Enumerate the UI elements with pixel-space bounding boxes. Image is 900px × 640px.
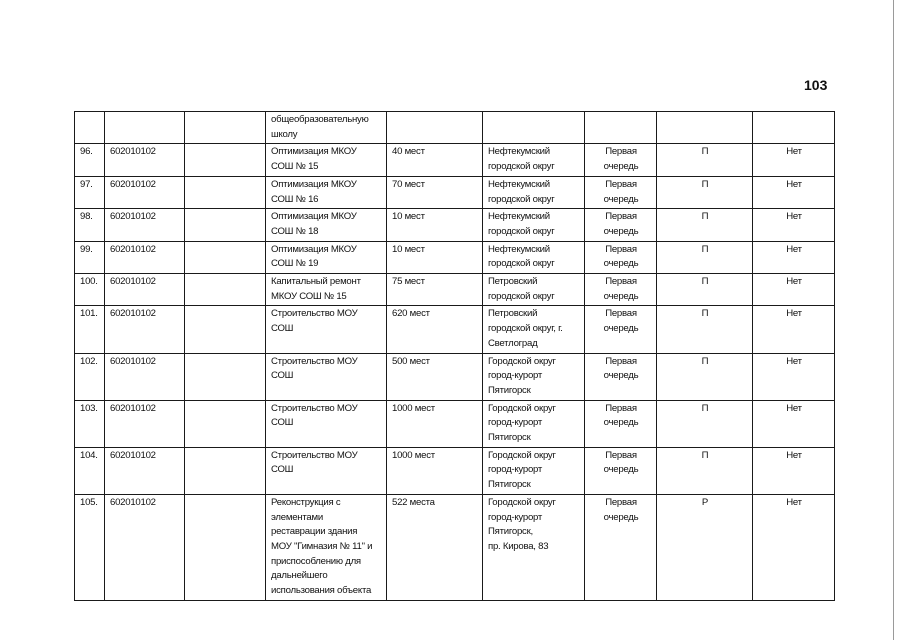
cell-type: П — [657, 400, 753, 447]
cell-queue: Первая очередь — [585, 209, 657, 241]
cell-empty — [185, 176, 266, 208]
cell-capacity — [387, 112, 483, 144]
cell-capacity: 10 мест — [387, 241, 483, 273]
cell-flag — [753, 112, 835, 144]
cell-number: 99. — [75, 241, 105, 273]
cell-empty — [185, 274, 266, 306]
cell-empty — [185, 306, 266, 353]
cell-queue: Первая очередь — [585, 400, 657, 447]
cell-object-name: общеобразовательную школу — [266, 112, 387, 144]
cell-location: Петровский городской округ — [483, 274, 585, 306]
cell-number: 96. — [75, 144, 105, 176]
cell-number: 104. — [75, 447, 105, 494]
cell-type: П — [657, 353, 753, 400]
cell-object-name: Строительство МОУ СОШ — [266, 447, 387, 494]
cell-location — [483, 112, 585, 144]
cell-number: 105. — [75, 494, 105, 600]
cell-capacity: 75 мест — [387, 274, 483, 306]
objects-table — [74, 111, 835, 601]
cell-flag: Нет — [753, 176, 835, 208]
cell-location: Городской округ город-курорт Пятигорск — [483, 353, 585, 400]
cell-queue — [585, 112, 657, 144]
cell-number: 97. — [75, 176, 105, 208]
cell-type: Р — [657, 494, 753, 600]
table-row — [75, 353, 835, 400]
cell-object-name: Строительство МОУ СОШ — [266, 400, 387, 447]
cell-queue: Первая очередь — [585, 353, 657, 400]
cell-capacity: 620 мест — [387, 306, 483, 353]
cell-code: 602010102 — [105, 447, 185, 494]
cell-queue: Первая очередь — [585, 494, 657, 600]
cell-empty — [185, 241, 266, 273]
cell-empty — [185, 494, 266, 600]
cell-type: П — [657, 447, 753, 494]
table-row — [75, 274, 835, 306]
cell-number: 98. — [75, 209, 105, 241]
cell-type — [657, 112, 753, 144]
page-edge-rule — [893, 0, 894, 640]
cell-type: П — [657, 241, 753, 273]
cell-type: П — [657, 176, 753, 208]
cell-number: 102. — [75, 353, 105, 400]
cell-flag: Нет — [753, 274, 835, 306]
cell-empty — [185, 400, 266, 447]
cell-capacity: 40 мест — [387, 144, 483, 176]
cell-code: 602010102 — [105, 209, 185, 241]
cell-location: Нефтекумский городской округ — [483, 209, 585, 241]
cell-object-name: Реконструкция с элементами реставрации здания МОУ "Гимназия № 11" и приспособлению для дальнейшего использования объекта — [266, 494, 387, 600]
cell-location: Нефтекумский городской округ — [483, 144, 585, 176]
cell-object-name: Строительство МОУ СОШ — [266, 306, 387, 353]
table-row — [75, 144, 835, 176]
table-row — [75, 176, 835, 208]
cell-object-name: Капитальный ремонт МКОУ СОШ № 15 — [266, 274, 387, 306]
cell-object-name: Оптимизация МКОУ СОШ № 19 — [266, 241, 387, 273]
cell-capacity: 1000 мест — [387, 447, 483, 494]
cell-code: 602010102 — [105, 353, 185, 400]
cell-location: Городской округ город-курорт Пятигорск — [483, 400, 585, 447]
cell-empty — [185, 209, 266, 241]
page-number: 103 — [804, 77, 828, 93]
cell-location: Петровский городской округ, г. Светлоград — [483, 306, 585, 353]
table-body — [75, 112, 835, 601]
table-row — [75, 112, 835, 144]
cell-queue: Первая очередь — [585, 176, 657, 208]
cell-empty — [185, 144, 266, 176]
cell-location: Городской округ город-курорт Пятигорск, пр. Кирова, 83 — [483, 494, 585, 600]
table-row — [75, 209, 835, 241]
cell-flag: Нет — [753, 353, 835, 400]
cell-number: 103. — [75, 400, 105, 447]
cell-number — [75, 112, 105, 144]
cell-object-name: Оптимизация МКОУ СОШ № 18 — [266, 209, 387, 241]
cell-flag: Нет — [753, 209, 835, 241]
cell-capacity: 500 мест — [387, 353, 483, 400]
cell-type: П — [657, 144, 753, 176]
cell-capacity: 10 мест — [387, 209, 483, 241]
cell-flag: Нет — [753, 144, 835, 176]
cell-code: 602010102 — [105, 494, 185, 600]
cell-queue: Первая очередь — [585, 447, 657, 494]
cell-capacity: 1000 мест — [387, 400, 483, 447]
cell-empty — [185, 112, 266, 144]
cell-flag: Нет — [753, 447, 835, 494]
cell-type: П — [657, 274, 753, 306]
cell-object-name: Оптимизация МКОУ СОШ № 16 — [266, 176, 387, 208]
cell-queue: Первая очередь — [585, 144, 657, 176]
cell-code: 602010102 — [105, 400, 185, 447]
cell-location: Городской округ город-курорт Пятигорск — [483, 447, 585, 494]
cell-number: 101. — [75, 306, 105, 353]
table-row — [75, 241, 835, 273]
cell-queue: Первая очередь — [585, 306, 657, 353]
cell-capacity: 522 места — [387, 494, 483, 600]
cell-number: 100. — [75, 274, 105, 306]
table-row — [75, 494, 835, 600]
cell-code — [105, 112, 185, 144]
table-row — [75, 306, 835, 353]
cell-empty — [185, 447, 266, 494]
cell-flag: Нет — [753, 306, 835, 353]
cell-empty — [185, 353, 266, 400]
cell-location: Нефтекумский городской округ — [483, 241, 585, 273]
cell-capacity: 70 мест — [387, 176, 483, 208]
cell-code: 602010102 — [105, 241, 185, 273]
cell-flag: Нет — [753, 494, 835, 600]
cell-code: 602010102 — [105, 306, 185, 353]
cell-code: 602010102 — [105, 274, 185, 306]
cell-object-name: Строительство МОУ СОШ — [266, 353, 387, 400]
table-row — [75, 447, 835, 494]
cell-flag: Нет — [753, 400, 835, 447]
cell-queue: Первая очередь — [585, 274, 657, 306]
cell-queue: Первая очередь — [585, 241, 657, 273]
cell-object-name: Оптимизация МКОУ СОШ № 15 — [266, 144, 387, 176]
cell-code: 602010102 — [105, 176, 185, 208]
cell-flag: Нет — [753, 241, 835, 273]
cell-location: Нефтекумский городской округ — [483, 176, 585, 208]
table-row — [75, 400, 835, 447]
cell-code: 602010102 — [105, 144, 185, 176]
cell-type: П — [657, 209, 753, 241]
cell-type: П — [657, 306, 753, 353]
